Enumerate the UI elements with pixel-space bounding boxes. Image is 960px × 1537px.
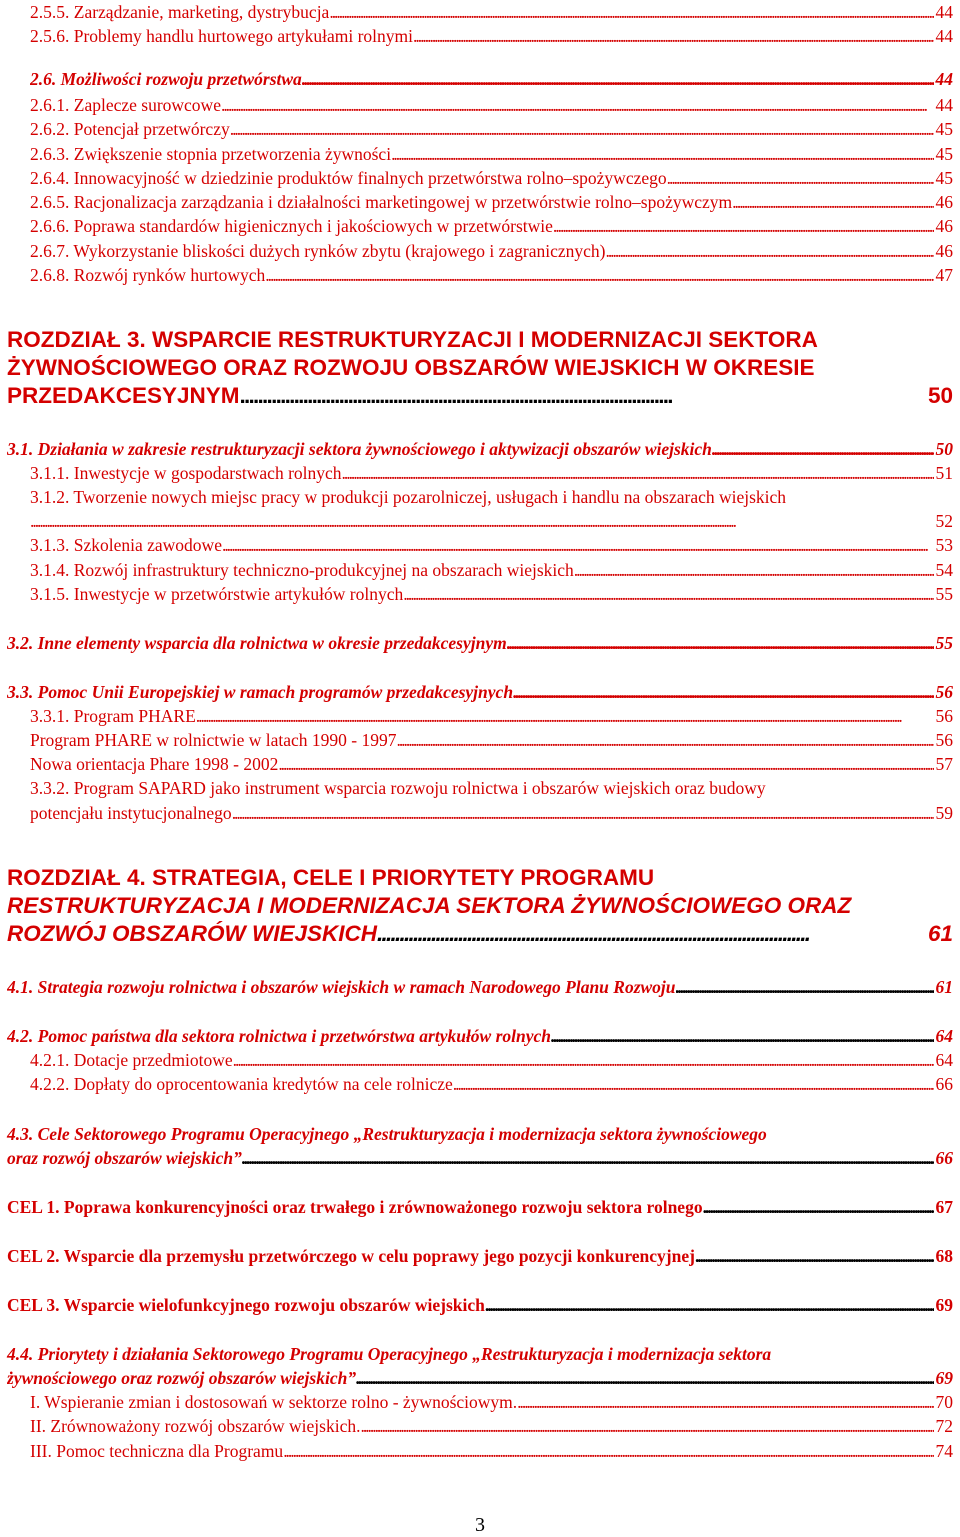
toc-page-number: 68: [935, 1246, 953, 1266]
chapter-4-heading[interactable]: [7, 864, 953, 948]
leader-dots: [732, 190, 933, 214]
leader-dots: [391, 142, 933, 166]
leader-dots: [605, 239, 933, 263]
toc-page-number: 72: [935, 1416, 953, 1436]
chapter-heading-line: RESTRUKTURYZACJA I MODERNIZACJA SEKTORA ŻYWNOŚCIOWEGO ORAZ: [7, 893, 852, 918]
toc-entry-title: 3.1.1. Inwestycje w gospodarstwach rolnych: [30, 463, 342, 483]
toc-section-entry[interactable]: [7, 680, 953, 704]
toc-goal-entry[interactable]: [7, 1195, 953, 1219]
toc-entry[interactable]: [30, 801, 953, 825]
leader-dots: [342, 461, 934, 485]
chapter-heading-line: [7, 864, 953, 892]
toc-entry[interactable]: [30, 239, 953, 263]
leader-dots: [485, 1293, 934, 1317]
leader-dots: [413, 24, 933, 48]
toc-entry-title: CEL 2. Wsparcie dla przemysłu przetwórczego w celu poprawy jego pozycji konkurencyjnej: [7, 1246, 695, 1266]
toc-page-number: 56: [935, 730, 953, 750]
toc-entry-title: 3.1. Działania w zakresie restrukturyzacji sektora żywnościowego i aktywizacji obszarów wiejskich: [7, 439, 712, 459]
toc-page-number: 54: [935, 560, 953, 580]
toc-entry[interactable]: [30, 263, 953, 287]
toc-entry[interactable]: [30, 24, 953, 48]
toc-entry-title: II. Zrównoważony rozwój obszarów wiejskich.: [30, 1416, 361, 1436]
toc-entry-title: 2.6.4. Innowacyjność w dziedzinie produktów finalnych przetwórstwa rolno–spożywczego: [30, 168, 667, 188]
toc-page-number: 69: [935, 1295, 953, 1315]
toc-page-number: 51: [935, 463, 953, 483]
toc-section-entry[interactable]: [7, 1024, 953, 1048]
leader-dots: [302, 67, 934, 91]
toc-entry-title: CEL 1. Poprawa konkurencyjności oraz trwałego i zrównoważonego rozwoju sektora rolnego: [7, 1197, 703, 1217]
toc-page-number: 50: [927, 383, 953, 408]
toc-entry[interactable]: [30, 558, 953, 582]
toc-page-number: 66: [935, 1074, 953, 1094]
leader-dots: [230, 117, 934, 141]
leader-dots: [403, 582, 933, 606]
leader-dots: [574, 558, 934, 582]
toc-entry-title: 4.2. Pomoc państwa dla sektora rolnictwa i przetwórstwa artykułów rolnych: [7, 1026, 552, 1046]
toc-entry[interactable]: [30, 93, 953, 117]
toc-section-entry[interactable]: [30, 67, 953, 91]
toc-page-number: 45: [935, 119, 953, 139]
toc-entry-title: 2.6.7. Wykorzystanie bliskości dużych rynków zbytu (krajowego i zagranicznych): [30, 241, 606, 261]
chapter-heading-line: PRZEDAKCESYJNYM: [7, 383, 240, 408]
toc-entry[interactable]: [30, 509, 953, 533]
toc-page-number: 46: [935, 216, 953, 236]
toc-entry-title: 4.1. Strategia rozwoju rolnictwa i obszarów wiejskich w ramach Narodowego Planu Rozwoju: [7, 977, 676, 997]
toc-page-number: 45: [935, 144, 953, 164]
toc-entry-title: 3.1.2. Tworzenie nowych miejsc pracy w produkcji pozarolniczej, usługach i handlu na obszarach wiejskich: [30, 487, 787, 507]
toc-page-number: 57: [935, 754, 953, 774]
leader-dots: [517, 1390, 933, 1414]
toc-page-number: 70: [935, 1392, 953, 1412]
toc-page-number: 50: [935, 439, 953, 459]
toc-entry-title: 2.6.3. Zwiększenie stopnia przetworzenia żywności: [30, 144, 392, 164]
chapter-3-heading[interactable]: [7, 326, 953, 410]
toc-entry[interactable]: [30, 1048, 953, 1072]
leader-dots: [360, 1414, 933, 1438]
toc-entry-title: III. Pomoc techniczna dla Programu: [30, 1441, 284, 1461]
toc-entry[interactable]: [30, 214, 953, 238]
toc-entry[interactable]: [30, 704, 953, 728]
toc-entry-title: 3.3.2. Program SAPARD jako instrument wsparcia rozwoju rolnictwa i obszarów wiejskich oraz budowy: [30, 778, 766, 798]
toc-entry-title: 3.3.1. Program PHARE: [30, 706, 196, 726]
toc-entry[interactable]: [30, 533, 953, 557]
leader-dots: [222, 533, 934, 557]
leader-dots: [356, 1366, 933, 1390]
leader-dots: [329, 0, 933, 24]
toc-entry-title: 4.3. Cele Sektorowego Programu Operacyjnego „Restrukturyzacja i modernizacja sektora żywnościowego: [7, 1124, 767, 1144]
toc-section-entry[interactable]: [7, 1146, 953, 1170]
toc-page-number: 56: [935, 706, 953, 726]
chapter-title: STRATEGIA, CELE I PRIORYTETY PROGRAMU: [152, 865, 655, 890]
toc-entry[interactable]: [30, 461, 953, 485]
toc-page-number: 66: [935, 1148, 953, 1168]
toc-entry-first-line[interactable]: [30, 776, 960, 800]
toc-page-number: 55: [935, 633, 953, 653]
leader-dots: [667, 166, 934, 190]
leader-dots: [453, 1072, 934, 1096]
toc-entry-title: oraz rozwój obszarów wiejskich”: [7, 1148, 242, 1168]
toc-page-number: 64: [935, 1050, 953, 1070]
toc-entry[interactable]: [30, 166, 953, 190]
leader-dots: [703, 1195, 934, 1219]
toc-section-entry[interactable]: [7, 437, 953, 461]
toc-section-entry[interactable]: [7, 975, 953, 999]
toc-entry-title: potencjału instytucjonalnego: [30, 803, 232, 823]
leader-dots: [232, 801, 934, 825]
toc-entry[interactable]: [30, 1390, 953, 1414]
toc-entry[interactable]: [30, 1072, 953, 1096]
toc-entry-title: I. Wspieranie zmian i dostosowań w sektorze rolno - żywnościowym.: [30, 1392, 518, 1412]
toc-section-first-line[interactable]: [7, 1342, 953, 1366]
leader-dots: [377, 920, 926, 948]
leader-dots: [513, 680, 933, 704]
toc-entry-title: 2.6.1. Zaplecze surowcowe: [30, 95, 221, 115]
toc-page-number: 44: [935, 26, 953, 46]
leader-dots: [265, 263, 933, 287]
toc-page-number: 69: [935, 1368, 953, 1388]
toc-page-number: 67: [935, 1197, 953, 1217]
toc-entry-title: 3.1.3. Szkolenia zawodowe: [30, 535, 222, 555]
chapter-heading-line: ROZWÓJ OBSZARÓW WIEJSKICH: [7, 921, 377, 946]
toc-entry[interactable]: [30, 582, 953, 606]
toc-entry-title: 2.6.8. Rozwój rynków hurtowych: [30, 265, 266, 285]
toc-page-number: 52: [935, 511, 953, 531]
leader-dots: [196, 704, 934, 728]
toc-entry-title: CEL 3. Wsparcie wielofunkcyjnego rozwoju obszarów wiejskich: [7, 1295, 485, 1315]
toc-goal-entry[interactable]: [7, 1293, 953, 1317]
toc-entry[interactable]: [30, 117, 953, 141]
leader-dots: [30, 509, 934, 533]
toc-page-number: 44: [935, 2, 953, 22]
toc-entry-title: 2.6.5. Racjonalizacja zarządzania i działalności marketingowej w przetwórstwie rolno–spożywczym: [30, 192, 733, 212]
toc-page-number: 44: [935, 95, 953, 115]
toc-entry-title: 4.2.1. Dotacje przedmiotowe: [30, 1050, 233, 1070]
leader-dots: [712, 437, 934, 461]
toc-page-number: 46: [935, 192, 953, 212]
toc-page-number: 55: [935, 584, 953, 604]
toc-entry-title: 2.5.5. Zarządzanie, marketing, dystrybucja: [30, 2, 330, 22]
toc-entry-title: 2.6.6. Poprawa standardów higienicznych i jakościowych w przetwórstwie: [30, 216, 553, 236]
leader-dots: [278, 752, 933, 776]
toc-entry-title: 4.2.2. Dopłaty do oprocentowania kredytów na cele rolnicze: [30, 1074, 453, 1094]
toc-entry[interactable]: [30, 1414, 953, 1438]
toc-entry-title: Nowa orientacja Phare 1998 - 2002: [30, 754, 279, 774]
toc-section-first-line[interactable]: [7, 1122, 953, 1146]
toc-section-entry[interactable]: [7, 1366, 953, 1390]
toc-page-number: 47: [935, 265, 953, 285]
toc-entry-title: 3.1.4. Rozwój infrastruktury techniczno-produkcyjnej na obszarach wiejskich: [30, 560, 574, 580]
toc-section-entry[interactable]: [7, 631, 953, 655]
leader-dots: [396, 728, 933, 752]
toc-entry-title: 2.5.6. Problemy handlu hurtowego artykułami rolnymi: [30, 26, 414, 46]
leader-dots: [553, 214, 934, 238]
page-number: 3: [475, 1514, 485, 1536]
toc-page-number: 53: [935, 535, 953, 555]
toc-entry-title: żywnościowego oraz rozwój obszarów wiejskich”: [7, 1368, 357, 1388]
toc-page-number: 64: [935, 1026, 953, 1046]
toc-page-number: 44: [935, 69, 953, 89]
toc-entry[interactable]: [30, 190, 953, 214]
toc-page-number: 56: [935, 682, 953, 702]
leader-dots: [507, 631, 934, 655]
toc-entry-title: 2.6.2. Potencjał przetwórczy: [30, 119, 230, 139]
toc-entry-title: Program PHARE w rolnictwie w latach 1990 - 1997: [30, 730, 397, 750]
toc-entry[interactable]: [30, 752, 953, 776]
toc-page-number: 45: [935, 168, 953, 188]
toc-page-number: 61: [927, 921, 953, 946]
leader-dots: [233, 1048, 934, 1072]
leader-dots: [242, 1146, 934, 1170]
toc-entry[interactable]: [30, 142, 953, 166]
toc-entry-title: 4.4. Priorytety i działania Sektorowego Programu Operacyjnego „Restrukturyzacja i modernizacja sektora: [7, 1344, 772, 1364]
toc-entry-title: 3.1.5. Inwestycje w przetwórstwie artykułów rolnych: [30, 584, 404, 604]
toc-entry-title: 3.2. Inne elementy wsparcia dla rolnictwa w okresie przedakcesyjnym: [7, 633, 507, 653]
toc-page-number: 59: [935, 803, 953, 823]
toc-entry-title: 3.3. Pomoc Unii Europejskiej w ramach programów przedakcesyjnych: [7, 682, 514, 702]
leader-dots: [283, 1439, 933, 1463]
toc-entry[interactable]: [30, 728, 953, 752]
leader-dots: [240, 382, 926, 410]
toc-entry-title: 2.6. Możliwości rozwoju przetwórstwa: [30, 69, 302, 89]
toc-goal-entry[interactable]: [7, 1244, 953, 1268]
toc-entry[interactable]: [30, 0, 953, 24]
toc-page-number: 61: [935, 977, 953, 997]
leader-dots: [221, 93, 934, 117]
toc-entry-first-line[interactable]: [30, 485, 960, 509]
leader-dots: [695, 1244, 934, 1268]
leader-dots: [676, 975, 934, 999]
leader-dots: [551, 1024, 933, 1048]
toc-entry[interactable]: [30, 1439, 953, 1463]
chapter-heading-line: ŻYWNOŚCIOWEGO ORAZ ROZWOJU OBSZARÓW WIEJSKICH W OKRESIE: [7, 355, 815, 380]
chapter-label: ROZDZIAŁ 4.: [7, 865, 146, 890]
toc-page-number: 46: [935, 241, 953, 261]
toc-page-number: 74: [935, 1441, 953, 1461]
chapter-heading-line: ROZDZIAŁ 3. WSPARCIE RESTRUKTURYZACJI I MODERNIZACJI SEKTORA: [7, 327, 818, 352]
